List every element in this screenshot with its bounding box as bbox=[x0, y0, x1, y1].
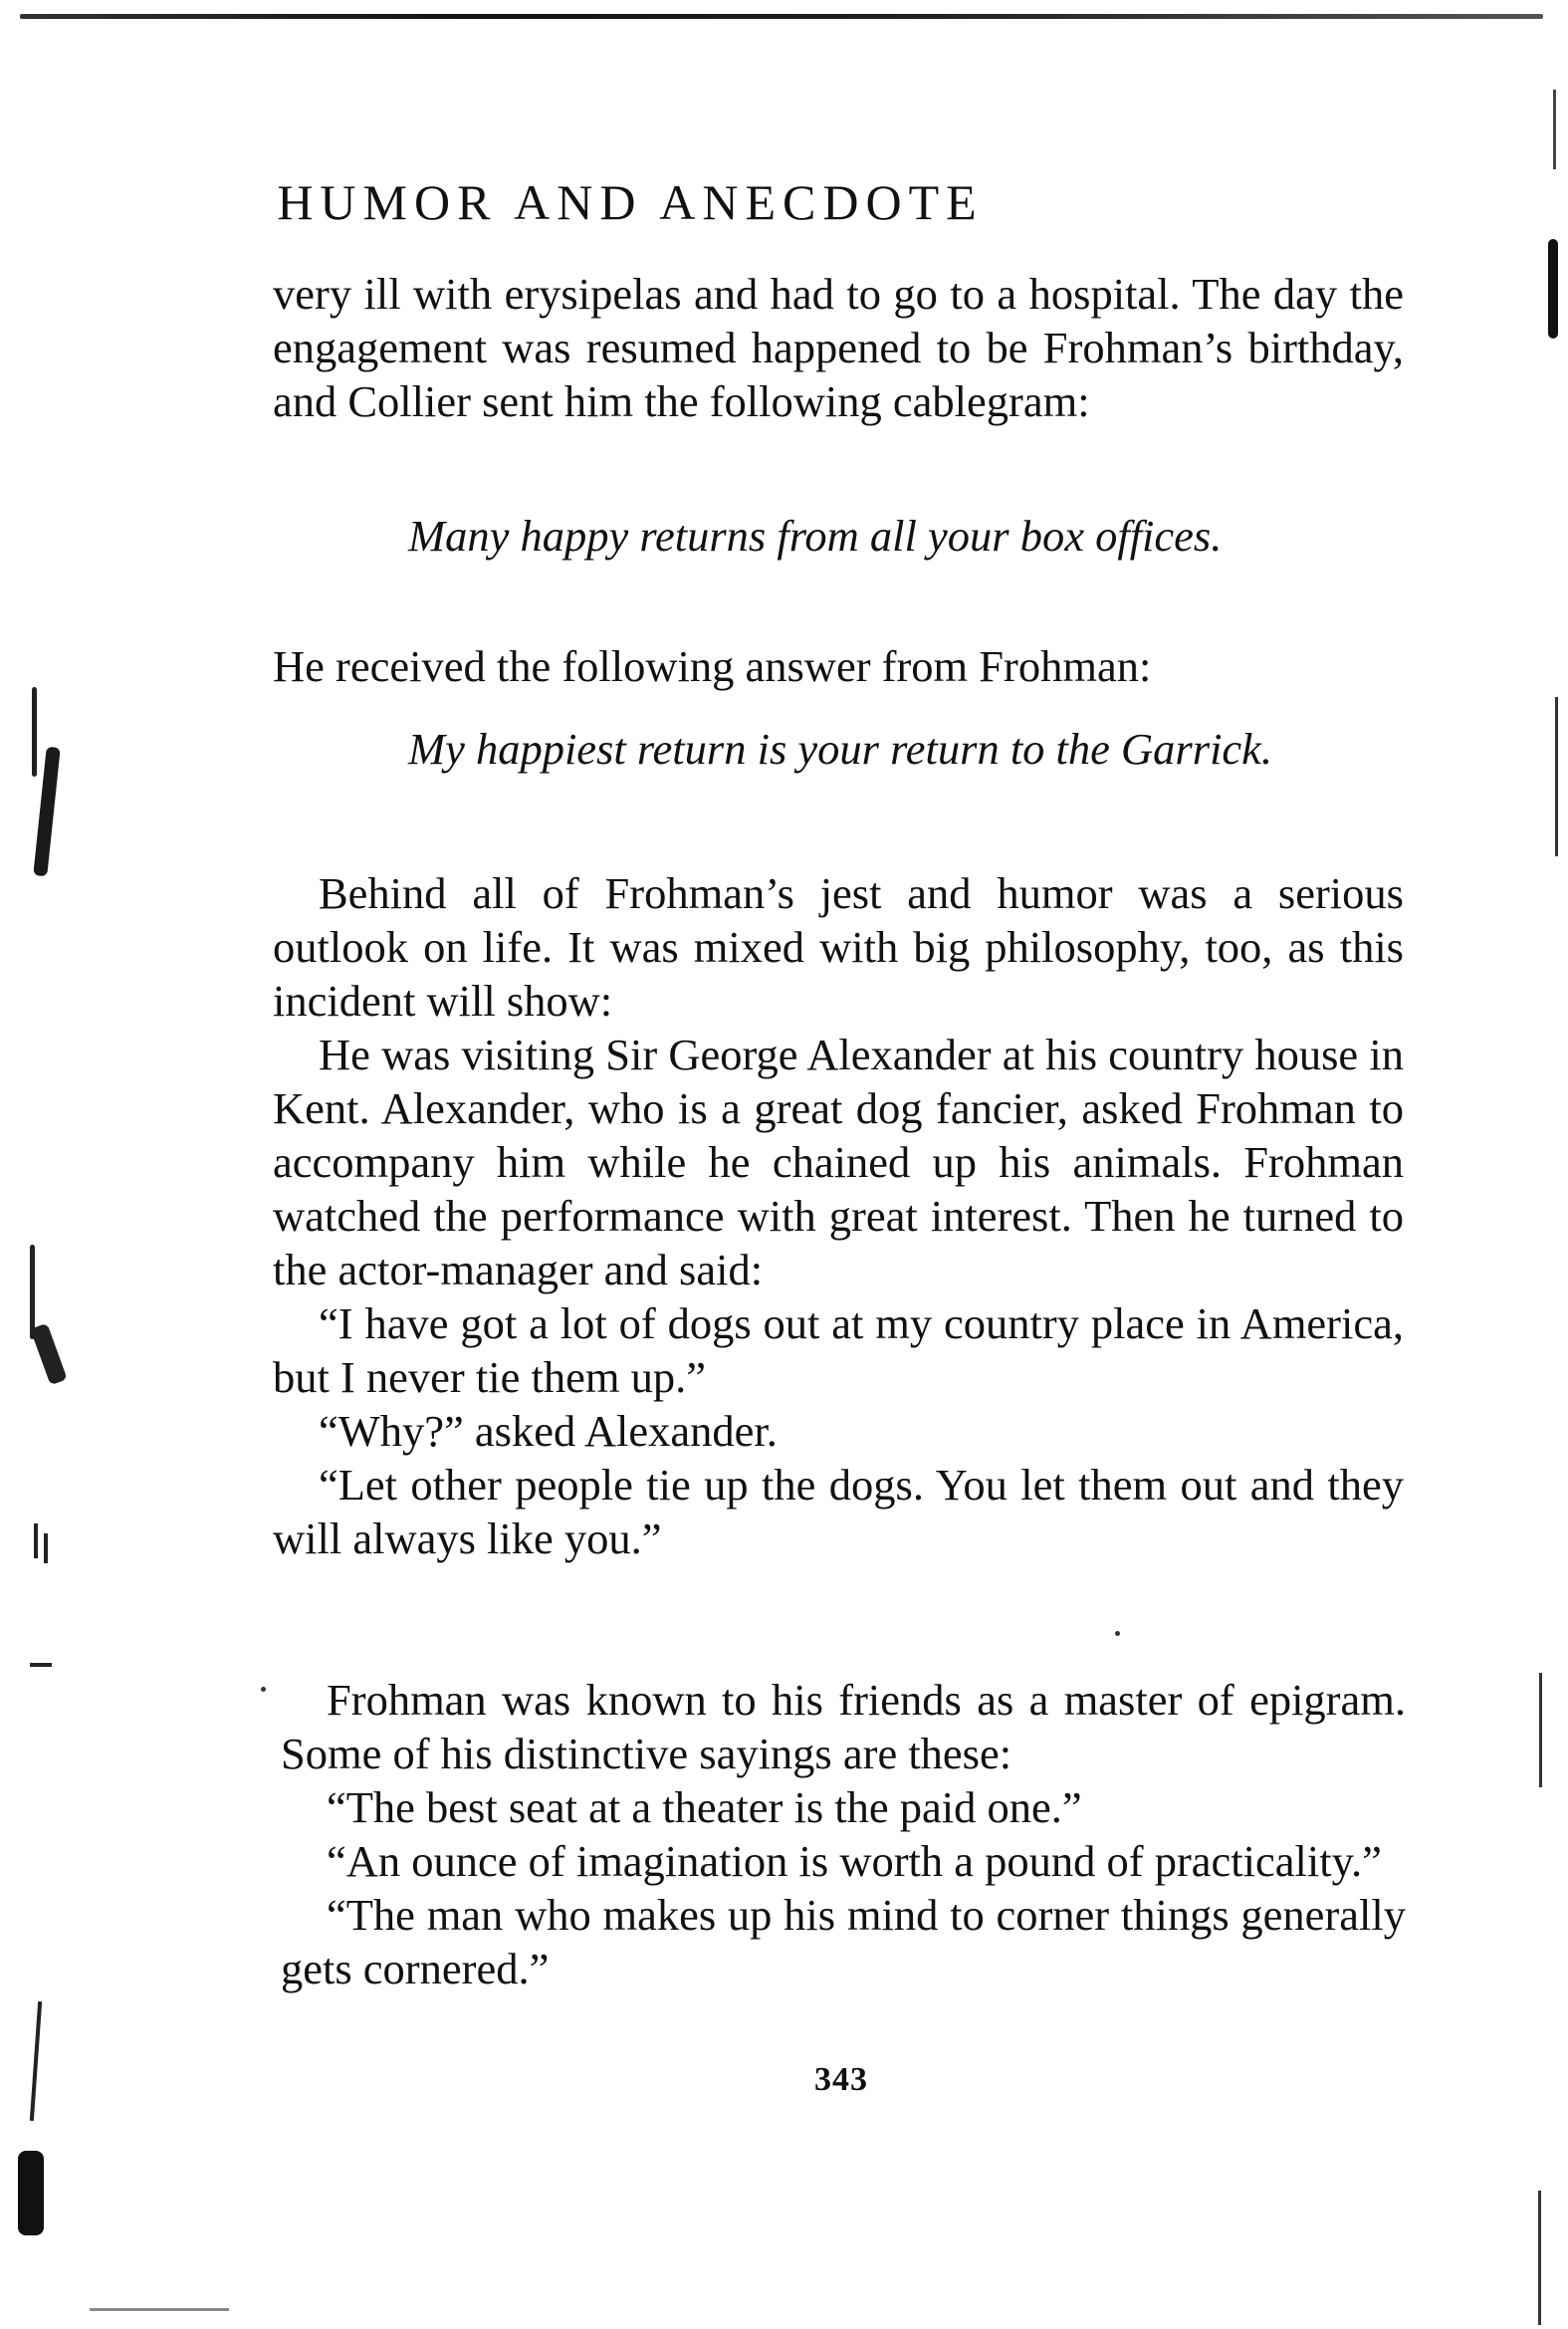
scan-mark bbox=[34, 1523, 38, 1558]
scan-mark bbox=[30, 1323, 67, 1386]
scan-mark bbox=[33, 747, 61, 877]
scan-mark bbox=[44, 1533, 48, 1563]
scan-mark bbox=[30, 1245, 35, 1339]
paragraph-8: Frohman was known to his friends as a master of epigram. Some of his distinctive sayings are these: bbox=[281, 1675, 1406, 1778]
paragraph-6: “Why?” asked Alexander. bbox=[319, 1406, 778, 1456]
paragraph-1 bbox=[273, 267, 1404, 428]
scan-mark bbox=[1548, 239, 1558, 339]
top-edge-rule bbox=[20, 14, 1543, 19]
scan-mark bbox=[90, 2308, 229, 2311]
section-text-2 bbox=[281, 1673, 1406, 1995]
scan-mark bbox=[1553, 90, 1556, 169]
page-number: 343 bbox=[814, 2061, 868, 2098]
paragraph-7: “Let other people tie up the dogs. You let them out and they will always like you.” bbox=[273, 1460, 1404, 1563]
paragraph-5: “I have got a lot of dogs out at my country place in America, but I never tie them up.” bbox=[273, 1298, 1404, 1402]
paragraph-text: very ill with erysipelas and had to go to a hospital. The day the engagement was resumed happened to be Frohman’s birthday, and Collier sent him the following cablegram: bbox=[273, 269, 1404, 426]
paragraph-9: “The best seat at a theater is the paid one.” bbox=[327, 1782, 1082, 1832]
quote-cablegram-2: My happiest return is your return to the Garrick. bbox=[408, 724, 1273, 774]
paragraph-10: “An ounce of imagination is worth a pound of practicality.” bbox=[327, 1836, 1382, 1886]
quote-cablegram-1: Many happy returns from all your box offices. bbox=[408, 511, 1223, 561]
scan-dot bbox=[1115, 1631, 1120, 1636]
paragraph-11: “The man who makes up his mind to corner things generally gets cornered.” bbox=[281, 1890, 1406, 1993]
paragraph-2 bbox=[273, 639, 1404, 693]
paragraph-4: He was visiting Sir George Alexander at his country house in Kent. Alexander, who is a great dog fancier, asked Frohman to accompany him while he chained up his animals. Frohman watched the performance with great interest. Then he turned to the actor-manager and said: bbox=[273, 1030, 1404, 1294]
scan-dot bbox=[261, 1687, 266, 1692]
scan-mark bbox=[32, 687, 37, 777]
scan-mark bbox=[18, 2151, 44, 2235]
scan-mark bbox=[30, 1663, 52, 1667]
scan-mark bbox=[1538, 2191, 1541, 2325]
running-head: HUMOR AND ANECDOTE bbox=[277, 174, 984, 230]
scan-mark bbox=[1539, 1673, 1542, 1787]
paragraph-text: He received the following answer from Frohman: bbox=[273, 641, 1152, 691]
section-text bbox=[273, 866, 1404, 1565]
paragraph-3: Behind all of Frohman’s jest and humor was a serious outlook on life. It was mixed with big philosophy, too, as this incident will show: bbox=[273, 868, 1404, 1026]
scan-mark bbox=[1555, 697, 1558, 856]
